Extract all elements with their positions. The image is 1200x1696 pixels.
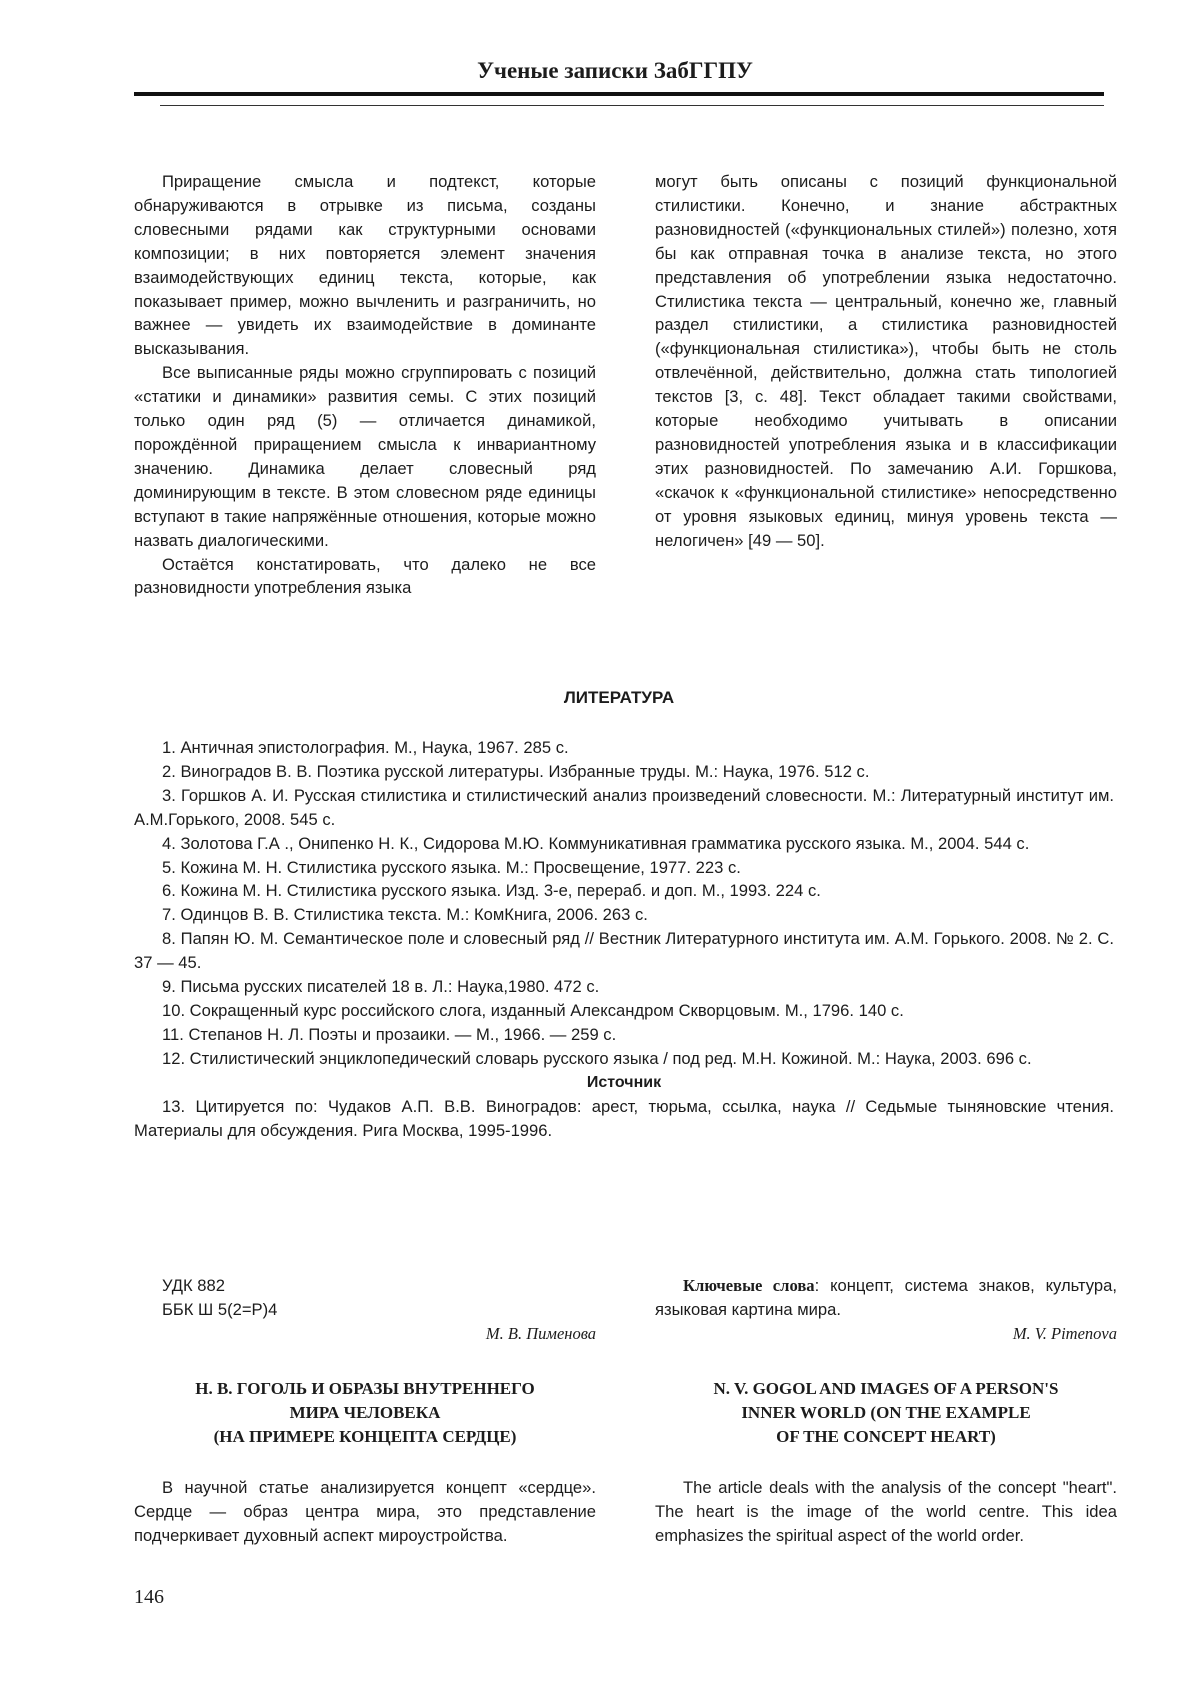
reference-item: 2. Виноградов В. В. Поэтика русской литературы. Избранные труды. М.: Наука, 1976. 512 с. [162, 761, 870, 781]
keywords [655, 1274, 1117, 1322]
title-ru-line: МИРА ЧЕЛОВЕКА [289, 1403, 441, 1422]
article-meta-right [655, 1274, 1117, 1346]
header-rule-thick [134, 92, 1104, 96]
keywords-label: Ключевые слова [683, 1276, 815, 1295]
title-en-line: INNER WORLD (ON THE EXAMPLE [741, 1403, 1031, 1422]
abstract-en-text: The article deals with the analysis of the concept "heart". The heart is the image of the world centre. This idea emphasizes the spiritual aspect of the world order. [655, 1478, 1117, 1545]
reference-item: 5. Кожина М. Н. Стилистика русского языка. М.: Просвещение, 1977. 223 с. [162, 857, 741, 877]
title-en-line: N. V. GOGOL AND IMAGES OF A PERSON'S [713, 1379, 1059, 1398]
body-paragraph: Приращение смысла и подтекст, которые обнаруживаются в отрывке из письма, созданы словесными рядами как структурными основами композиции; в них повторяется элемент значения взаимодействующих единиц текста, которые, как показывает пример, можно вычленить и разграничить, но важнее — увидеть их взаимодействие в доминанте высказывания. [134, 172, 596, 359]
abstract-ru-text: В научной статье анализируется концепт «сердце». Сердце — образ центра мира, это представление подчеркивает духовный аспект мироустройства. [134, 1478, 596, 1545]
title-en-line: OF THE CONCEPT HEART) [776, 1427, 996, 1446]
reference-item: 9. Письма русских писателей 18 в. Л.: Наука,1980. 472 с. [162, 977, 600, 997]
author-name-ru: М. В. Пименова [485, 1323, 596, 1343]
body-paragraph: могут быть описаны с позиций функциональной стилистики. Конечно, и знание абстрактных разновидностей («функциональных стилей») полезно, хотя бы как отправная точка в анализе текста, но этого представления об употреблении языка недостаточно. Стилистика текста — центральный, конечно же, главный раздел стилистики, а стилистика разновидностей («функциональная стилистика»), чтобы быть не столь отвлечённой, действительно, должна стать типологией текстов [3, с. 48]. Текст обладает такими свойствами, которые необходимо учитывать в описании разновидностей употребления языка и в классификации этих разновидностей. По замечанию А.И. Горшкова, «скачок к «функциональной стилистике» непосредственно от уровня языковых единиц, минуя уровень текста — нелогичен» [49 — 50]. [655, 172, 1117, 550]
reference-item: 4. Золотова Г.А ., Онипенко Н. К., Сидорова М.Ю. Коммуникативная грамматика русского языка. М., 2004. 544 с. [162, 833, 1030, 853]
body-paragraph: Остаётся констатировать, что далеко не все разновидности употребления языка [134, 554, 596, 598]
page-number: 146 [134, 1586, 164, 1608]
journal-title: Ученые записки ЗабГГПУ [477, 58, 753, 83]
header-rule-thin [160, 105, 1104, 106]
reference-item: 6. Кожина М. Н. Стилистика русского языка. Изд. 3-е, перераб. и доп. М., 1993. 224 с. [162, 881, 821, 901]
author-name-en: M. V. Pimenova [1012, 1323, 1117, 1343]
reference-item: 3. Горшков А. И. Русская стилистика и стилистический анализ произведений словесности. М.: Литературный институт им. А.М.Горького, 2008. 545 с. [134, 785, 1114, 829]
body-left-column [134, 170, 596, 600]
reference-list [134, 736, 1114, 1142]
body-paragraph: Все выписанные ряды можно сгруппировать с позиций «статики и динамики» развития семы. С этих позиций только один ряд (5) — отличается динамикой, порождённой приращением смысла к инвариантному значению. Динамика делает словесный ряд доминирующим в тексте. В этом словесном ряде единицы вступают в такие напряжённые отношения, которые можно назвать диалогическими. [134, 363, 596, 550]
source-heading: Источник [586, 1073, 662, 1091]
source-item: 13. Цитируется по: Чудаков А.П. В.В. Виноградов: арест, тюрьма, ссылка, наука // Седьмые тыняновские чтения. Материалы для обсуждения. Рига Москва, 1995-1996. [134, 1096, 1114, 1140]
reference-item: 12. Стилистический энциклопедический словарь русского языка / под ред. М.Н. Кожиной. М.: Наука, 2003. 696 с. [162, 1048, 1032, 1068]
reference-item: 10. Сокращенный курс российского слога, изданный Александром Скворцовым. М., 1796. 140 с. [162, 1000, 904, 1020]
title-ru-line: Н. В. ГОГОЛЬ И ОБРАЗЫ ВНУТРЕННЕГО [195, 1379, 535, 1398]
article-meta-left [134, 1274, 596, 1346]
literature-heading: ЛИТЕРАТУРА [563, 688, 675, 707]
article-title-en [655, 1377, 1117, 1449]
reference-item: 1. Античная эпистолография. М., Наука, 1967. 285 с. [162, 738, 569, 757]
body-right-column [655, 170, 1117, 553]
title-ru-line: (НА ПРИМЕРЕ КОНЦЕПТА СЕРДЦЕ) [213, 1427, 517, 1446]
reference-item: 7. Одинцов В. В. Стилистика текста. М.: КомКнига, 2006. 263 с. [162, 905, 648, 925]
abstract-ru [134, 1476, 596, 1548]
udk-code: УДК 882 [162, 1276, 225, 1295]
bbk-code: ББК Ш 5(2=Р)4 [162, 1299, 278, 1319]
reference-item: 8. Папян Ю. М. Семантическое поле и словесный ряд // Вестник Литературного института им. А.М. Горького. 2008. № 2. С. 37 — 45. [134, 929, 1114, 973]
article-title-ru [134, 1377, 596, 1449]
keywords-text: : концепт, система знаков, культура, языковая картина мира. [655, 1276, 1117, 1319]
reference-item: 11. Степанов Н. Л. Поэты и прозаики. — М., 1966. — 259 с. [162, 1024, 617, 1044]
abstract-en [655, 1476, 1117, 1548]
